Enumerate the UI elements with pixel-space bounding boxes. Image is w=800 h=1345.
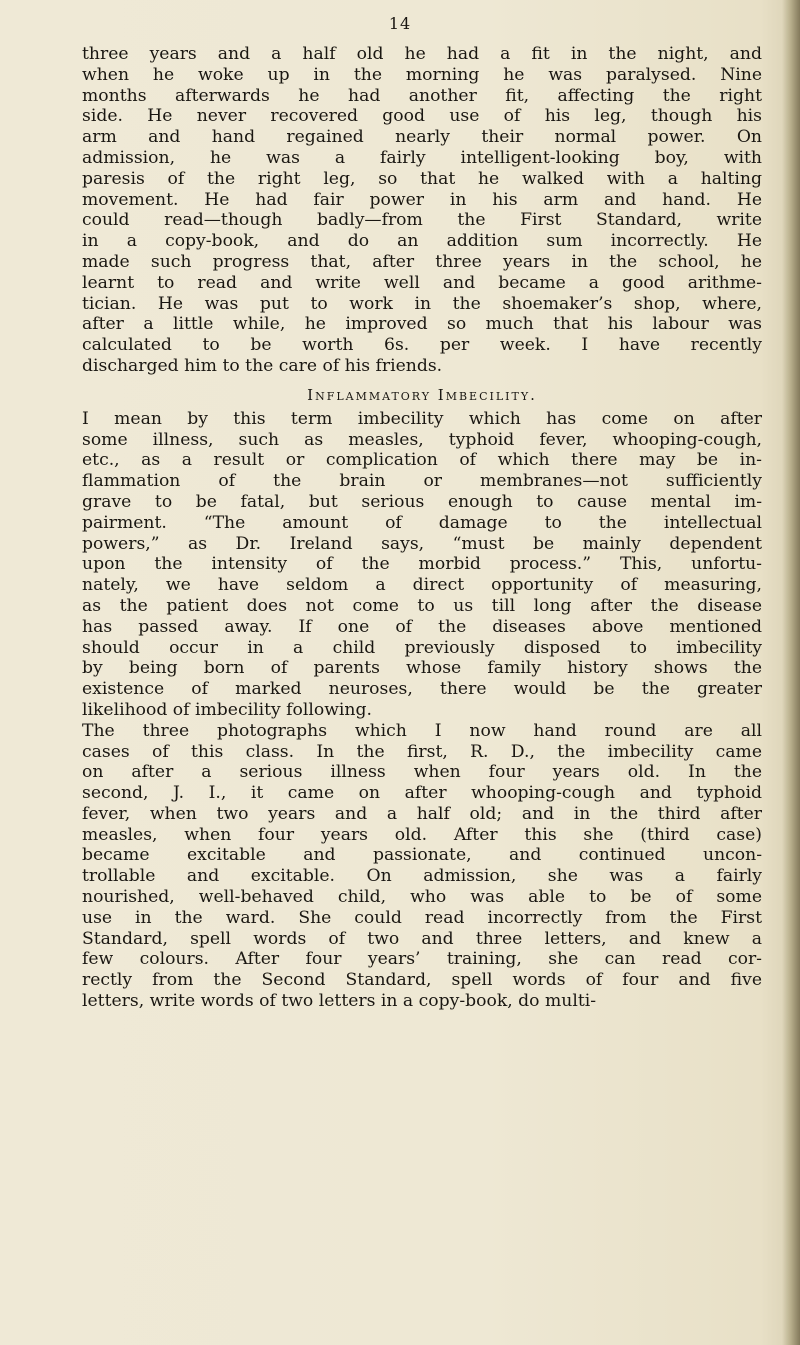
text-line: made such progress that, after three years in the school, he (82, 251, 762, 272)
section-heading: Inflammatory Imbecility. (307, 385, 537, 404)
inflammatory-imbecility-section (82, 409, 762, 1012)
text-line: letters, write words of two letters in a copy-book, do multi- (82, 991, 597, 1012)
text-line: months afterwards he had another fit, affecting the right (82, 85, 762, 106)
text-line: became excitable and passionate, and continued uncon- (82, 845, 762, 866)
text-line: on after a serious illness when four years old. In the (82, 762, 762, 783)
text-line: learnt to read and write well and became a good arithme- (82, 272, 762, 293)
text-line: pairment. “The amount of damage to the intellectual (82, 512, 762, 533)
text-line: three years and a half old he had a fit in the night, and (82, 44, 762, 64)
text-line: paresis of the right leg, so that he walked with a halting (82, 168, 762, 189)
text-line: movement. He had fair power in his arm and hand. He (82, 189, 762, 210)
text-line: likelihood of imbecility following. (82, 699, 372, 720)
text-line: fever, when two years and a half old; and in the third after (82, 803, 762, 824)
text-line: tician. He was put to work in the shoemaker’s shop, where, (82, 293, 762, 314)
text-line: grave to be fatal, but serious enough to cause mental im- (82, 491, 762, 512)
text-line: trollable and excitable. On admission, she was a fairly (82, 866, 762, 887)
text-line: rectly from the Second Standard, spell words of four and five (82, 970, 762, 991)
text-line: existence of marked neuroses, there would be the greater (82, 679, 762, 700)
text-line: by being born of parents whose family history shows the (82, 658, 762, 679)
text-line: few colours. After four years’ training, she can read cor- (82, 949, 762, 970)
text-line: The three photographs which I now hand round are all (82, 720, 762, 741)
text-line: has passed away. If one of the diseases above mentioned (82, 616, 762, 637)
body-text (82, 44, 762, 1012)
text-line: when he woke up in the morning he was paralysed. Nine (82, 64, 762, 85)
page-number: 14 (388, 14, 412, 33)
text-line: should occur in a child previously disposed to imbecility (82, 637, 762, 658)
text-line: discharged him to the care of his friends. (82, 355, 443, 376)
text-line: after a little while, he improved so much that his labour was (82, 314, 762, 335)
text-line: second, J. I., it came on after whooping-cough and typhoid (82, 783, 762, 804)
text-line: side. He never recovered good use of his leg, though his (82, 106, 762, 127)
case-paragraph (82, 44, 762, 377)
text-line: nately, we have seldom a direct opportunity of measuring, (82, 575, 762, 596)
page-edge-shadow (782, 0, 800, 1345)
text-line: as the patient does not come to us till long after the disease (82, 595, 762, 616)
text-line: flammation of the brain or membranes—not sufficiently (82, 471, 762, 492)
text-line: some illness, such as measles, typhoid fever, whooping-cough, (82, 429, 762, 450)
text-line: use in the ward. She could read incorrectly from the First (82, 907, 762, 928)
text-line: powers,” as Dr. Ireland says, “must be mainly dependent (82, 533, 762, 554)
text-line: upon the intensity of the morbid process.” This, unfortu- (82, 554, 762, 575)
text-line: calculated to be worth 6s. per week. I have recently (82, 335, 762, 356)
text-line: arm and hand regained nearly their normal power. On (82, 127, 762, 148)
text-line: in a copy-book, and do an addition sum incorrectly. He (82, 231, 762, 252)
text-line: measles, when four years old. After this she (third case) (82, 824, 762, 845)
text-line: I mean by this term imbecility which has come on after (82, 408, 762, 429)
text-line: etc., as a result or complication of which there may be in- (82, 450, 762, 471)
text-line: nourished, well-behaved child, who was able to be of some (82, 887, 762, 908)
text-line: cases of this class. In the first, R. D., the imbecility came (82, 741, 762, 762)
text-line: Standard, spell words of two and three letters, and knew a (82, 928, 762, 949)
text-line: admission, he was a fairly intelligent-looking boy, with (82, 147, 762, 168)
text-line: could read—though badly—from the First Standard, write (82, 210, 762, 231)
